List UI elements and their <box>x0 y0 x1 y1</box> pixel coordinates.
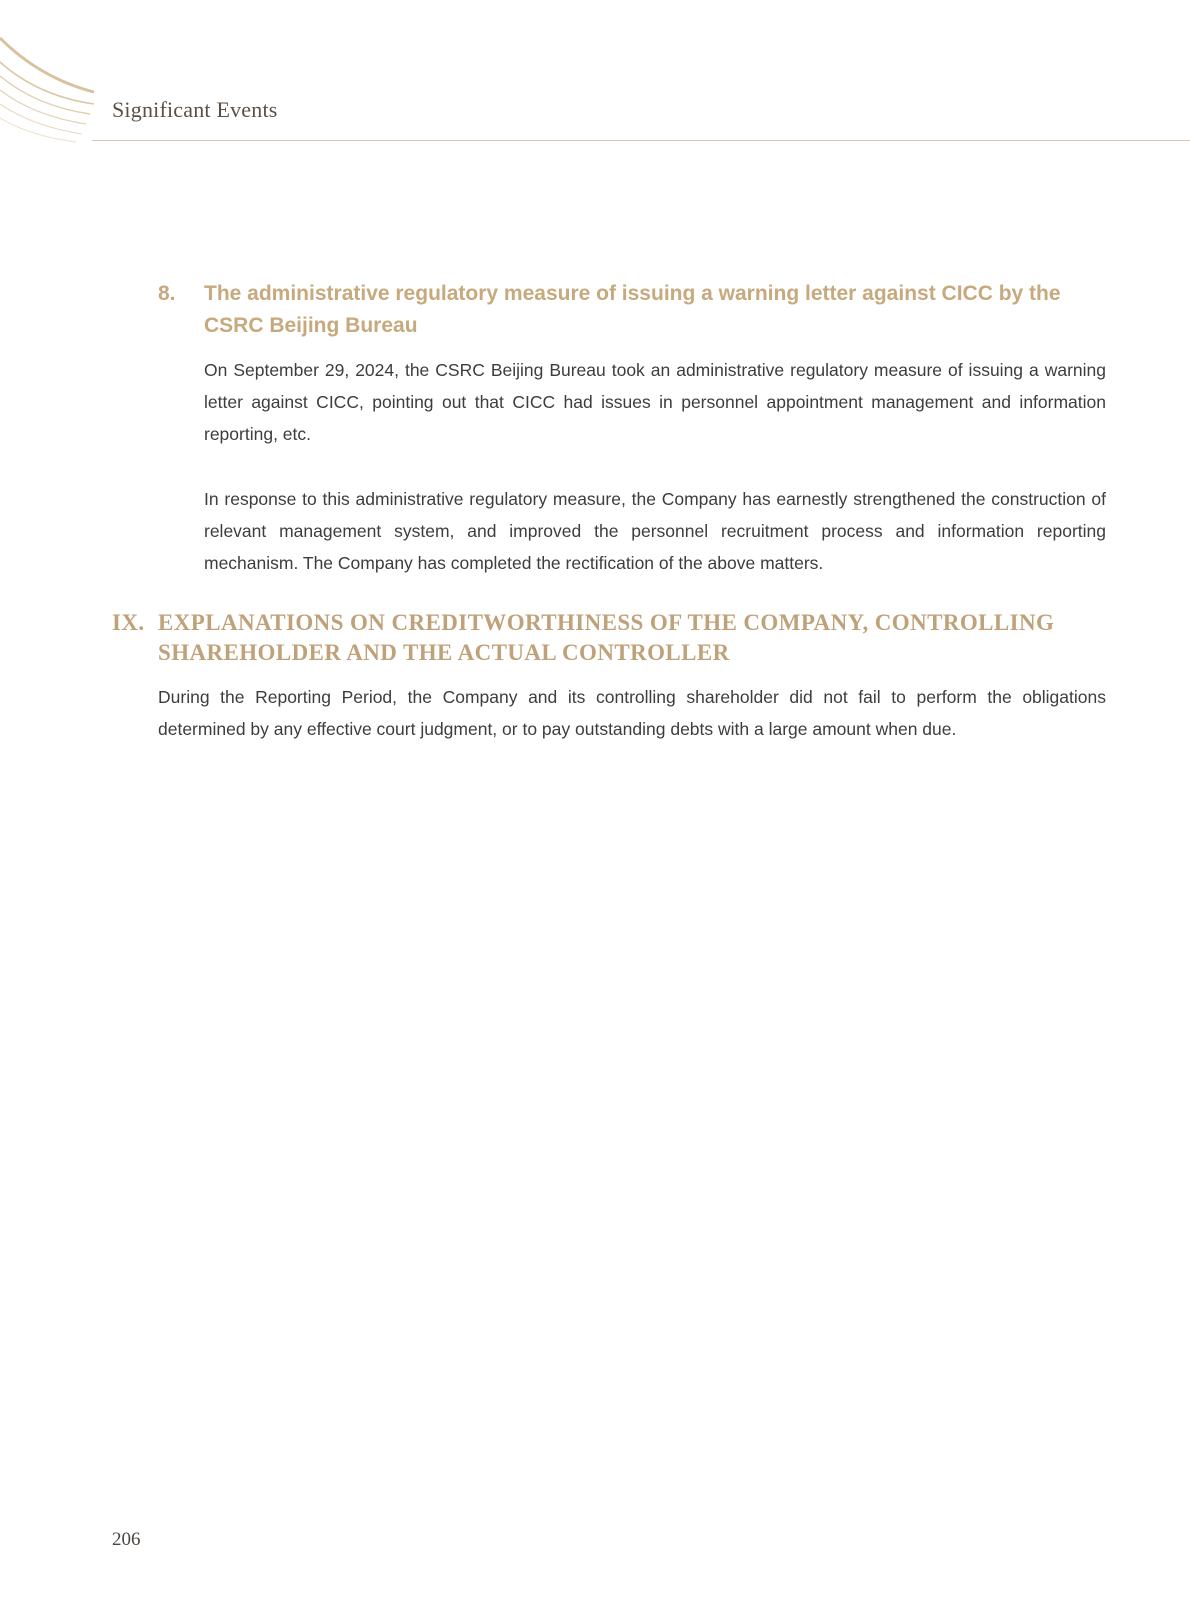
section-ix-title: EXPLANATIONS ON CREDITWORTHINESS OF THE COMPANY, CONTROLLING SHAREHOLDER AND THE ACTUAL CONTROLLER <box>158 610 1055 665</box>
item-8-paragraph-1: On September 29, 2024, the CSRC Beijing Bureau took an administrative regulatory measure of issuing a warning letter against CICC, pointing out that CICC had issues in personnel appointment management and information reporting, etc. <box>204 360 1106 444</box>
section-ix-paragraph-1: During the Reporting Period, the Company and its controlling shareholder did not fail to perform the obligations determined by any effective court judgment, or to pay outstanding debts with a large amount when due. <box>158 687 1106 739</box>
section-ix-heading <box>112 608 1106 668</box>
header-divider <box>92 140 1190 141</box>
page-number: 206 <box>112 1529 141 1550</box>
item-8-number: 8. <box>158 282 176 305</box>
item-8-title: The administrative regulatory measure of issuing a warning letter against CICC by the CSRC Beijing Bureau <box>204 282 1061 337</box>
decorative-arcs-icon <box>0 0 110 150</box>
item-8-heading <box>158 278 1106 342</box>
running-header-title: Significant Events <box>112 97 278 122</box>
item-8-paragraph-2: In response to this administrative regulatory measure, the Company has earnestly strengthened the construction of relevant management system, and improved the personnel recruitment process and information reporting mechanism. The Company has completed the rectification of the above matters. <box>204 489 1106 573</box>
section-ix-number: IX. <box>112 610 145 635</box>
